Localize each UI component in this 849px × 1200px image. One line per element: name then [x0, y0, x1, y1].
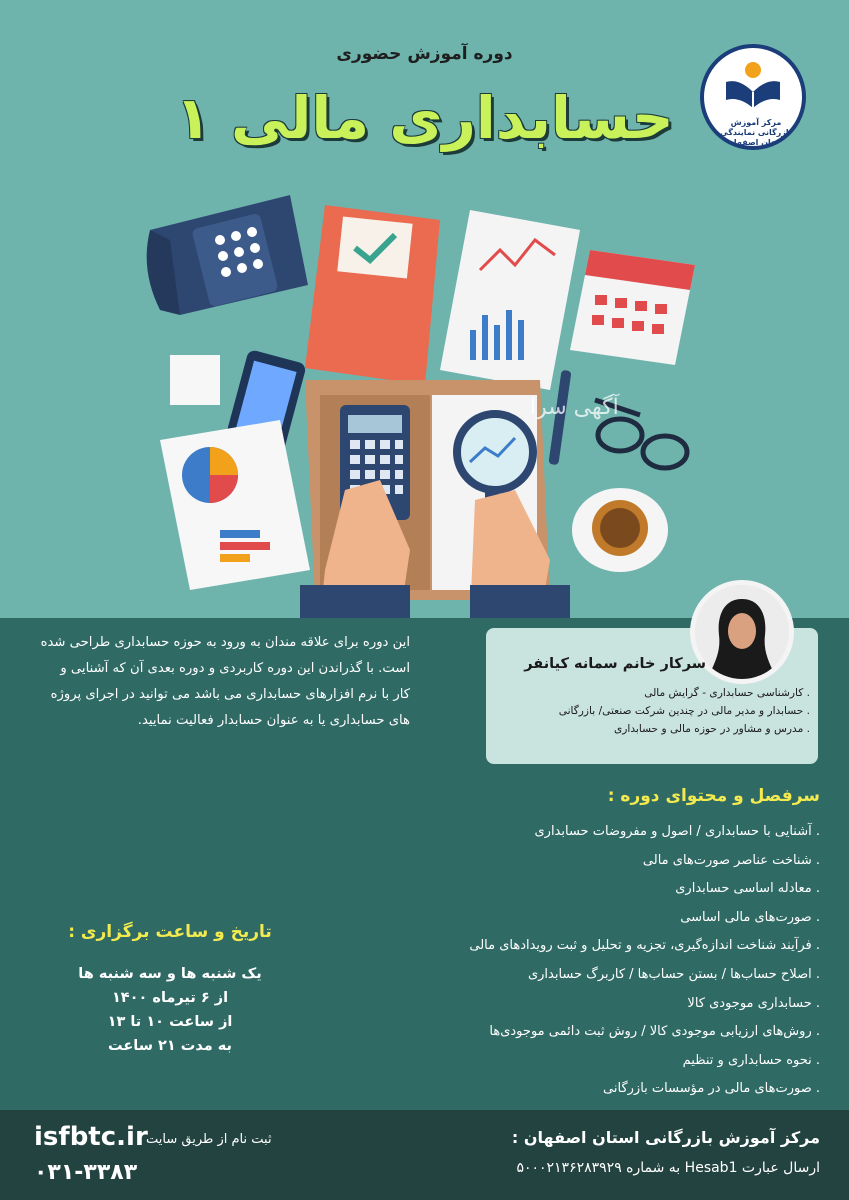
pie-chart-document-icon — [160, 420, 310, 590]
schedule-line: یک شنبه ها و سه شنبه ها — [78, 966, 262, 982]
syllabus-item: . اصلاح حساب‌ها / بستن حساب‌ها / کاربرگ حسابداری — [527, 966, 820, 982]
syllabus-list — [330, 818, 820, 1104]
credential-item: . حسابدار و مدیر مالی در چندین شرکت صنعتی/ بازرگانی — [558, 705, 810, 717]
instructor-name: سرکار خانم سمانه کیانفر — [524, 656, 706, 672]
schedule-details — [40, 962, 300, 1058]
schedule-heading: تاریخ و ساعت برگزاری : — [68, 922, 272, 942]
syllabus-item: . نحوه حسابداری و تنظیم — [682, 1052, 820, 1068]
coffee-cup-icon — [572, 488, 668, 572]
syllabus-item: . آشنایی با حسابداری / اصول و مفروضات حسابداری — [534, 824, 820, 839]
syllabus-item: . حسابداری موجودی کالا — [687, 995, 820, 1011]
credential-item: . کارشناسی حسابداری - گرایش مالی — [644, 687, 810, 699]
course-subtitle: دوره آموزش حضوری — [336, 44, 513, 64]
schedule-line: از ۶ تیرماه ۱۴۰۰ — [111, 990, 229, 1006]
left-sleeve-icon — [300, 585, 410, 618]
calendar-icon — [570, 250, 695, 365]
right-sleeve-icon — [470, 585, 570, 618]
website-label: ثبت نام از طریق سایت — [146, 1132, 272, 1147]
desk-phone-icon — [147, 195, 308, 315]
sms-registration: ارسال عبارت Hesab1 به شماره ۵۰۰۰۲۱۳۶۲۸۳۹۲۹ — [516, 1160, 820, 1176]
schedule-line: از ساعت ۱۰ تا ۱۳ — [107, 1014, 233, 1030]
center-name: مرکز آموزش بازرگانی استان اصفهان : — [511, 1128, 820, 1147]
center-logo — [700, 44, 806, 150]
syllabus-item: . فرآیند شناخت اندازه‌گیری، تجزیه و تحلیل و ثبت رویدادهای مالی — [469, 938, 820, 954]
syllabus-item: . صورت‌های مالی اساسی — [680, 909, 820, 925]
watermark: آگهی سرا — [530, 395, 619, 420]
red-folder-icon — [305, 205, 440, 385]
instructor-credentials — [496, 684, 810, 738]
schedule-line: به مدت ۲۱ ساعت — [108, 1038, 232, 1054]
sticky-note-icon — [170, 355, 220, 405]
chart-document-icon — [440, 210, 580, 390]
syllabus-heading: سرفصل و محتوای دوره : — [607, 786, 820, 806]
syllabus-item: . معادله اساسی حسابداری — [675, 881, 820, 897]
logo-text: مرکز آموزش بازرگانی نمایندگی استان اصفهان — [720, 118, 792, 147]
syllabus-item: . شناخت عناصر صورت‌های مالی — [642, 852, 820, 868]
website-link[interactable]: isfbtc.ir — [34, 1122, 148, 1152]
syllabus-item: . روش‌های ارزیابی موجودی کالا / روش ثبت دائمی موجودی‌ها — [489, 1024, 820, 1040]
syllabus-item: . صورت‌های مالی در مؤسسات بازرگانی — [603, 1081, 820, 1097]
course-title: حسابداری مالی ۱ — [175, 84, 674, 152]
course-description: این دوره برای علاقه مندان به ورود به حوزه حسابداری طراحی شده است. با گذراندن این دوره کاربردی و دوره بعدی آن که آشنایی و کار با نرم افزارهای حسابداری می باشد می توانید در اجرای پروژه های حسابداری یا به عنوان حسابدار فعالیت نمایید. — [40, 635, 410, 728]
phone-number: ۰۳۱-۳۳۸۳ — [34, 1160, 138, 1185]
credential-item: . مدرس و مشاور در حوزه مالی و حسابداری — [614, 723, 810, 735]
